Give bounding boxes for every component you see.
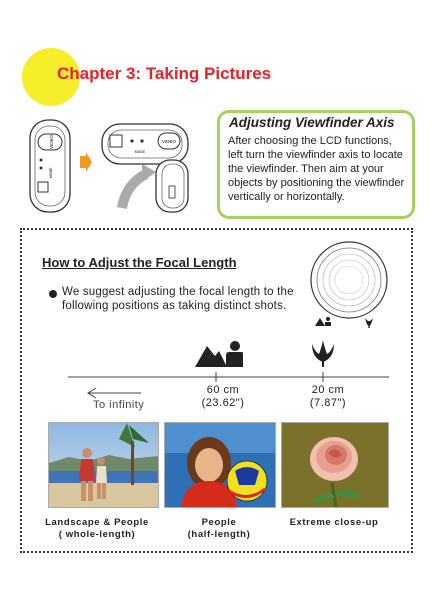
- lens-dial: [305, 238, 393, 330]
- photo-landscape-people: [48, 422, 159, 508]
- distance-60-cm: 60 cm: [206, 384, 240, 396]
- viewfinder-title: Adjusting Viewfinder Axis: [229, 115, 395, 130]
- camera-upright: [30, 120, 70, 212]
- to-infinity-label: To infinity: [93, 399, 145, 411]
- mode-label: MODE: [134, 150, 146, 154]
- caption-line: (half-length): [187, 529, 251, 540]
- photo-extreme-closeup: [281, 422, 389, 508]
- caption-landscape-people: [40, 517, 154, 541]
- caption-people: [172, 517, 266, 541]
- caption-line: Extreme close-up: [289, 517, 379, 528]
- arrow-right-icon: [80, 152, 92, 172]
- caption-extreme-closeup: [280, 517, 388, 529]
- viewfinder-line: vertically or horizontally.: [228, 191, 345, 203]
- tulip-icon: [309, 340, 337, 368]
- svg-text:MODE: MODE: [49, 167, 53, 178]
- distance-60-in: (23.62"): [201, 397, 245, 409]
- distance-20-in: (7.87"): [309, 397, 347, 409]
- video-label-right: VIDEO: [161, 139, 177, 144]
- viewfinder-line: the viewfinder. Then aim at your: [228, 163, 384, 175]
- caption-line: Landscape & People: [45, 517, 149, 528]
- video-label-left: VIDEO: [49, 134, 54, 150]
- chapter-title: Chapter 3: Taking Pictures: [57, 64, 272, 83]
- distance-20cm: [300, 384, 356, 410]
- camera-illustration: [22, 112, 192, 218]
- caption-line: ( whole-length): [58, 529, 136, 540]
- distance-60cm: [193, 384, 253, 410]
- rotate-arrow-icon: [122, 164, 156, 208]
- photo-people-half-length: [164, 422, 276, 508]
- bullet-icon: [49, 290, 57, 298]
- focal-bullet-text: We suggest adjusting the focal length to the following positions as taking distinct shots.: [62, 286, 294, 312]
- distance-20-cm: 20 cm: [311, 384, 345, 396]
- dial-mountain-person-icon: [315, 317, 331, 326]
- viewfinder-body: [228, 134, 416, 204]
- caption-line: People: [201, 517, 237, 528]
- viewfinder-line: left turn the viewfinder axis to locate: [228, 149, 403, 161]
- arrow-left-icon: [88, 388, 141, 398]
- viewfinder-line: objects by positioning the viewfinder: [228, 177, 405, 189]
- focal-section-title: How to Adjust the Focal Length: [42, 255, 237, 270]
- viewfinder-line: After choosing the LCD functions,: [228, 135, 392, 147]
- mountain-person-icon: [195, 340, 243, 368]
- dial-tulip-icon: [365, 318, 373, 328]
